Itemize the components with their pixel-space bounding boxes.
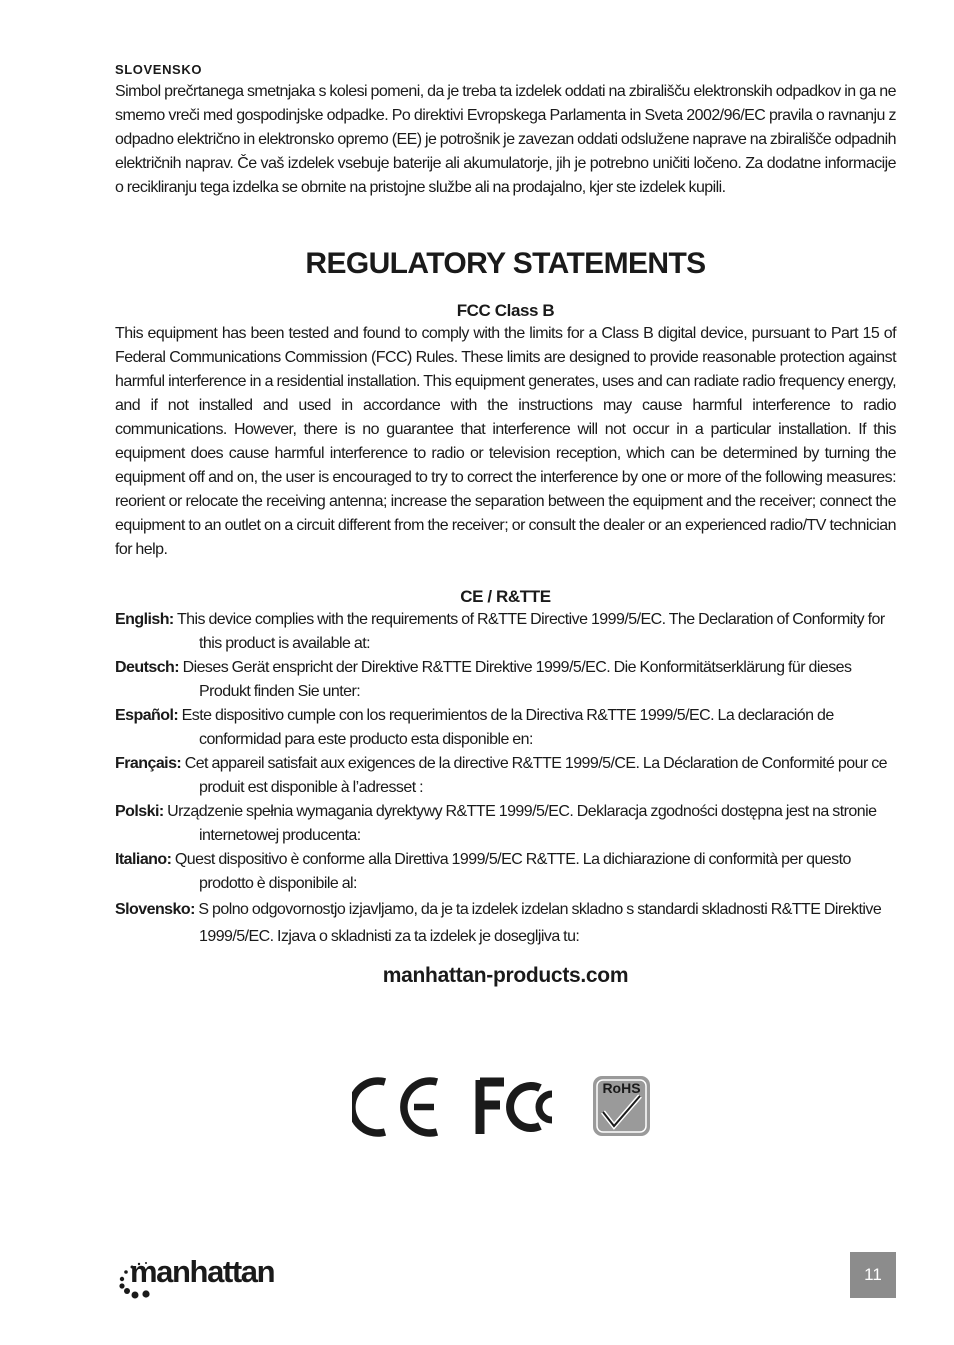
declaration-lang: English: [115, 611, 174, 628]
rohs-label: RoHS [602, 1080, 641, 1096]
declaration-lang: Español: [115, 707, 179, 724]
page-number-badge: 11 [850, 1252, 896, 1298]
declaration-lang: Italiano: [115, 851, 172, 868]
declaration-text: Cet appareil satisfait aux exigences de la directive R&TTE 1999/5/CE. La Déclaration de Conformité pour ce produit est disponible à l’adresset : [184, 755, 888, 796]
certification-marks [352, 1074, 652, 1138]
declaration-lang: Polski: [115, 803, 164, 820]
declaration-text: Dieses Gerät enspricht der Direktive R&TTE Direktive 1999/5/EC. Die Konformitätserklärung für dieses Produkt finden Sie unter: [182, 659, 852, 700]
website-link[interactable]: manhattan-products.com [382, 964, 629, 987]
declaration-english [115, 608, 896, 656]
rohs-mark-icon [593, 1076, 650, 1136]
declaration-polski [115, 800, 896, 848]
page-content [115, 60, 896, 990]
declaration-francais [115, 752, 896, 800]
declaration-text: This device complies with the requirements of R&TTE Directive 1999/5/EC. The Declaration of Conformity for this product is available at: [176, 611, 885, 652]
slovensko-paragraph: Simbol prečrtanega smetnjaka s kolesi pomeni, da je treba ta izdelek oddati na zbirališču elektronskih odpadkov in ga ne smemo vreči med gospodinjske odpadke. Po direktivi Evropskega Parlamenta in Sveta 2002/96/EC pravila o ravnanju z odpadno električno in elektronsko opremo (EE) je potrošnik je zavezan oddati odslužene naprave na zbirališče odpadnih električnih naprav. Če vaš izdelek vsebuje baterije ali akumulatorje, jih je potrebno uničiti ločeno. Za dodatne informacije o recikliranju tega izdelka se obrnite na pristojne službe ali na prodajalno, kjer ste izdelek kupili. [115, 83, 896, 196]
declaration-text: Quest dispositivo è conforme alla Direttiva 1999/5/EC R&TTE. La dichiarazione di conformità per questo prodotto è disponibile al: [174, 851, 851, 892]
declaration-text: Este dispositivo cumple con los requerimientos de la Directiva R&TTE 1999/5/EC. La declaración de conformidad para este producto esta disponible en: [181, 707, 834, 748]
manhattan-logo [116, 1252, 286, 1300]
page-title: REGULATORY STATEMENTS [305, 247, 706, 280]
declaration-lang: Slovensko: [115, 901, 195, 918]
slovensko-heading: SLOVENSKO [115, 62, 203, 77]
ce-heading: CE / R&TTE [460, 587, 551, 606]
fcc-heading: FCC Class B [456, 301, 555, 320]
declaration-italiano [115, 848, 896, 896]
declaration-text: Urządzenie spełnia wymagania dyrektywy R&TTE 1999/5/EC. Deklaracja zgodności dostępna jest na stronie internetowej producenta: [167, 803, 877, 844]
ce-mark-icon [352, 1081, 437, 1133]
logo-wordmark: manhattan [130, 1254, 275, 1289]
declaration-slovensko [115, 896, 896, 950]
declaration-deutsch [115, 656, 896, 704]
fcc-paragraph: This equipment has been tested and found to comply with the limits for a Class B digital device, pursuant to Part 15 of Federal Communications Commission (FCC) Rules. These limits are designed to provide reasonable protection against harmful interference in a residential installation. This equipment generates, uses and can radiate radio frequency energy, and if not installed and used in accordance with the instructions may cause harmful interference to radio communications. However, there is no guarantee that interference will not occur in a particular installation. If this equipment does cause harmful interference to radio or television reception, which can be determined by turning the equipment off and on, the user is encouraged to try to correct the interference by one or more of the following measures: reorient or relocate the receiving antenna; increase the separation between the equipment and the receiver; connect the equipment to an outlet on a circuit different from the receiver; or consult the dealer or an experienced radio/TV technician for help. [115, 325, 896, 558]
declaration-espanol [115, 704, 896, 752]
declaration-text: S polno odgovornostjo izjavljamo, da je ta izdelek izdelan skladno s standardi skladnosti R&TTE Direktive 1999/5/EC. Izjava o skladnisti za ta izdelek je dosegljiva tu: [198, 901, 882, 945]
declaration-lang: Deutsch: [115, 659, 180, 676]
fcc-logo-icon [480, 1080, 552, 1134]
declaration-lang: Français: [115, 755, 182, 772]
